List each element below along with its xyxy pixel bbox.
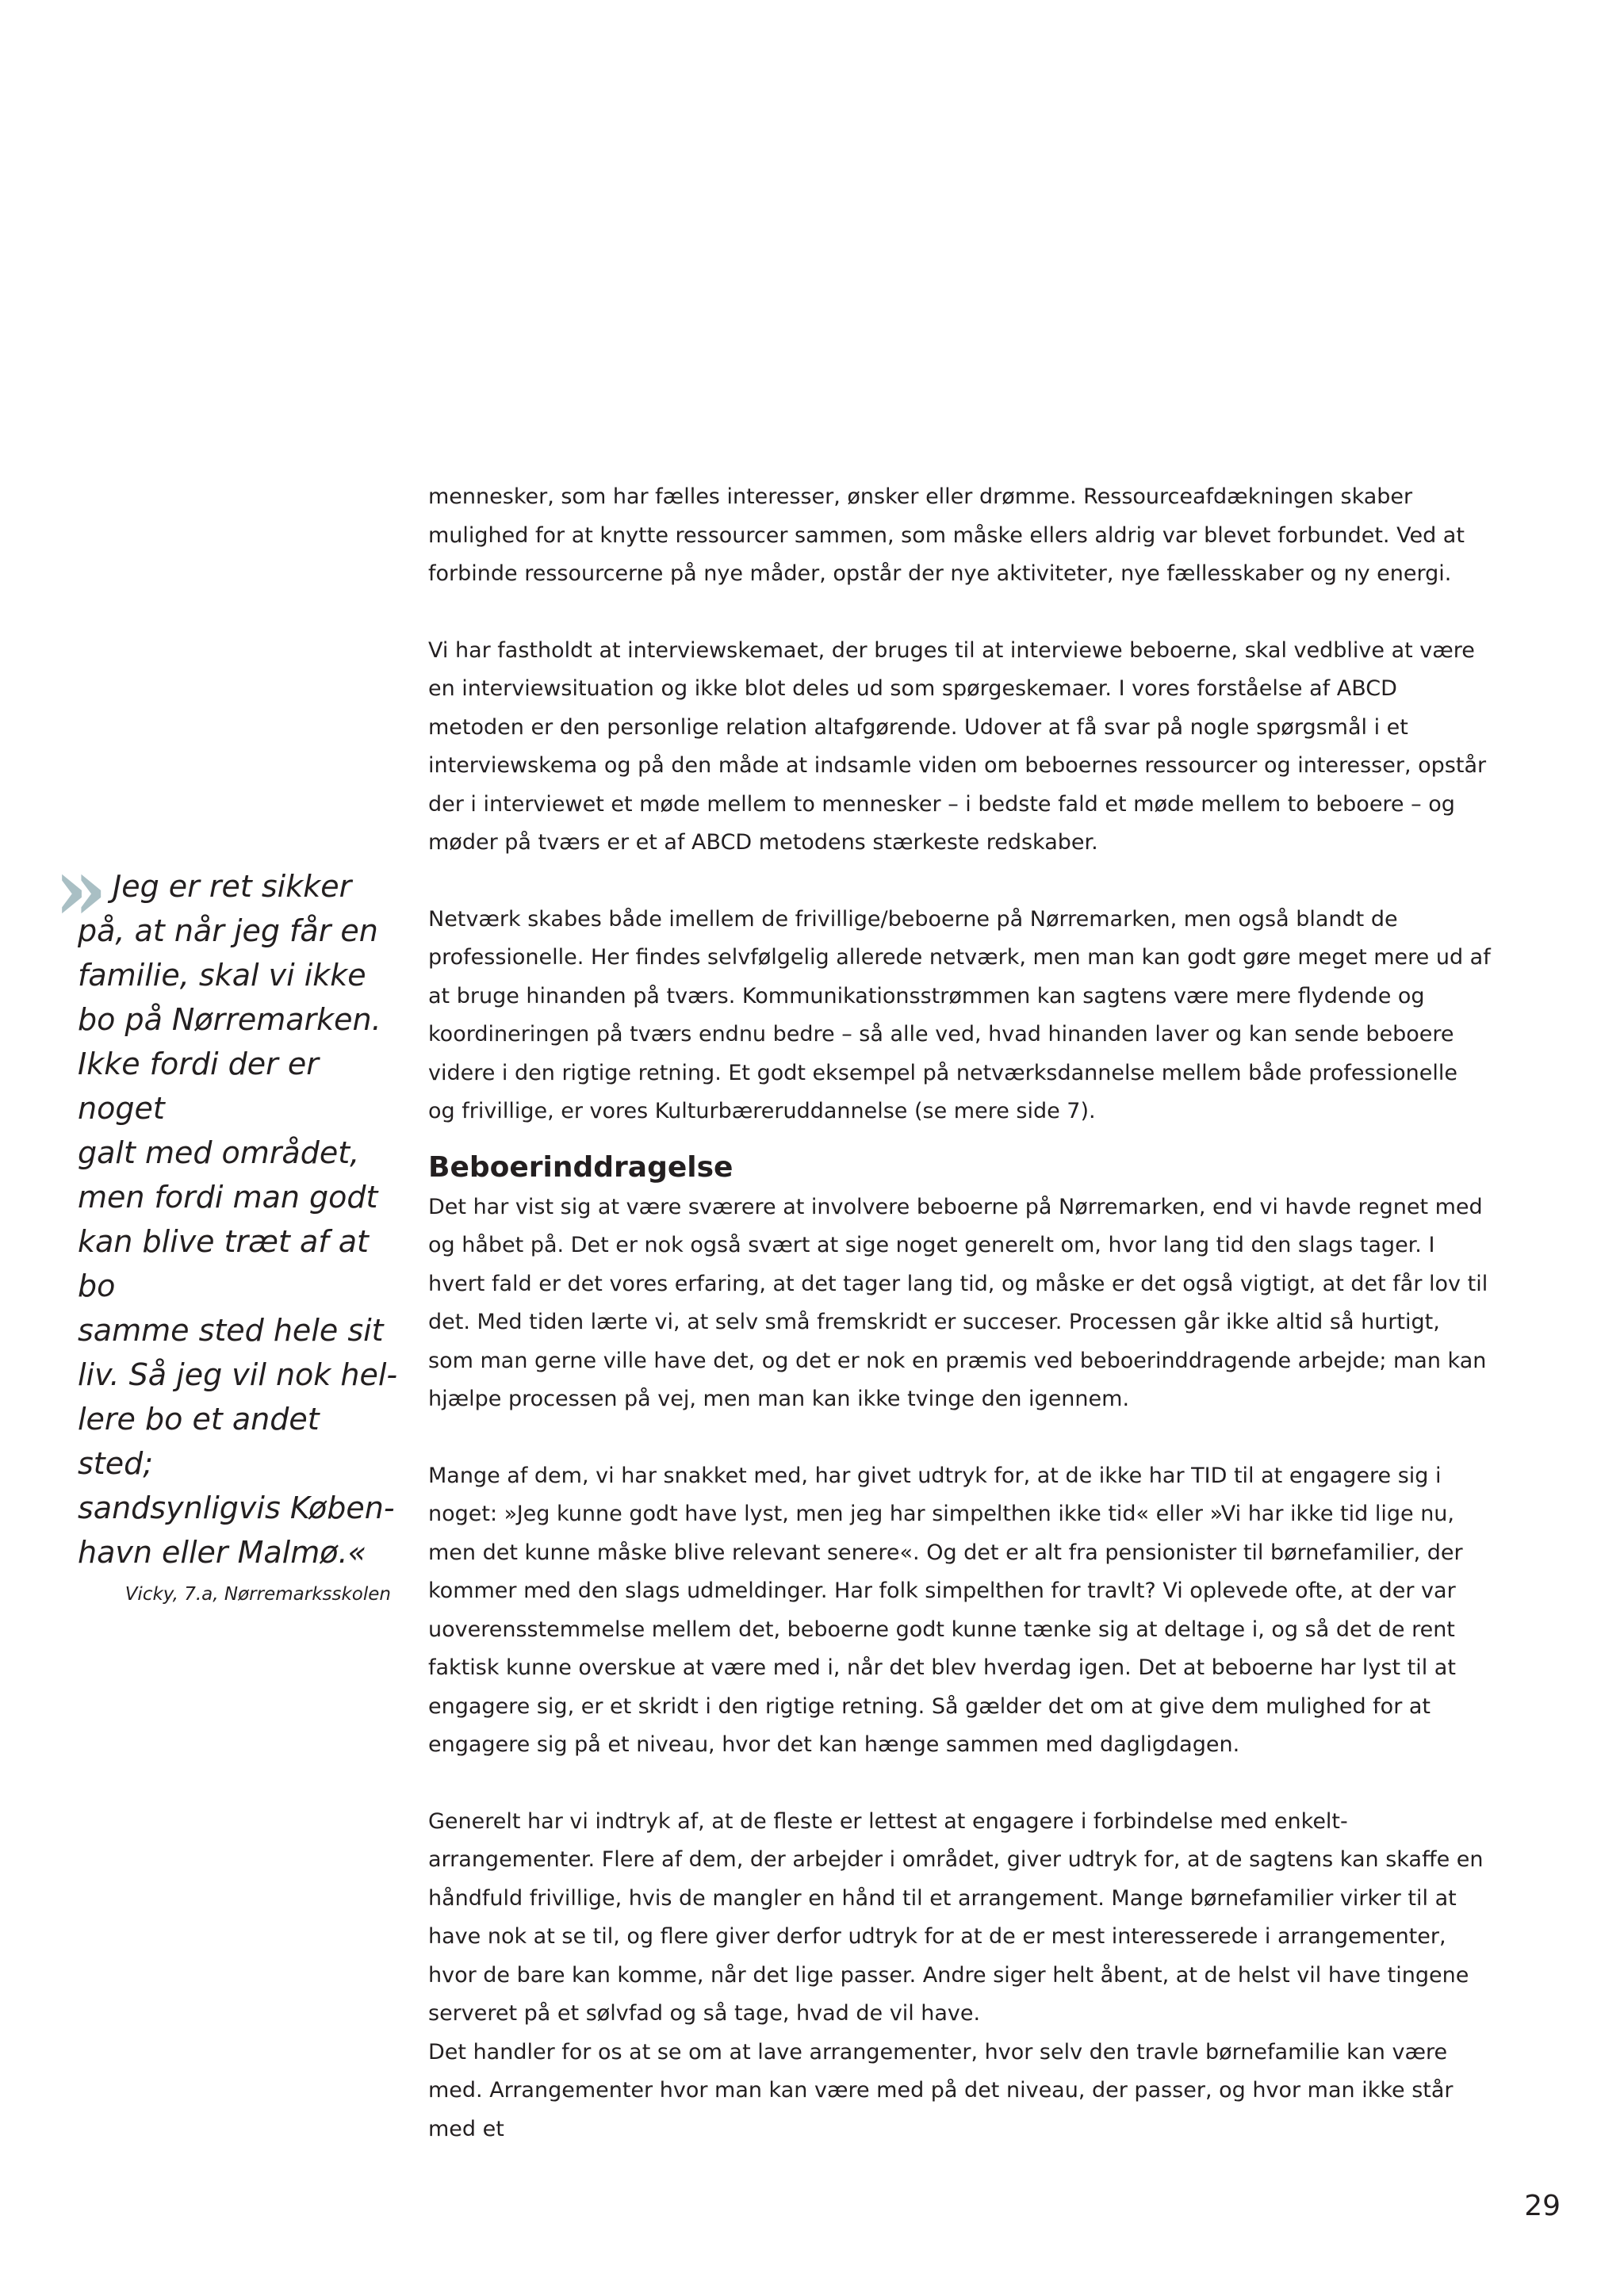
quote-line: samme sted hele sit (78, 1313, 384, 1348)
paragraph-network: Netværk skabes både imellem de frivillige/beboerne på Nørremarken, men også blandt de professionelle. Her findes selvfølgelig allerede netværk, men man kan godt gøre meget mere ud af at bruge hinanden på tværs. Kommunikationsstrømmen kan sagtens være mere flydende og koordineringen på tværs endnu bedre – så alle ved, hvad hinanden laver og kan sende beboere videre i den rigtige retning. Et godt eksempel på netværksdannelse mellem både professionelle og frivillige, er vores Kulturbæreruddannelse (se mere side 7). (428, 906, 1491, 1123)
paragraph-involvement: Det har vist sig at være sværere at involvere beboerne på Nørremarken, end vi havde regnet med og håbet på. Det er nok også svært at sige noget generelt om, hvor lang tid den slags tager. I hvert fald er det vores erfaring, at det tager lang tid, og måske er det også vigtigt, at det får lov til det. Med tiden lærte vi, at selv små fremskridt er succeser. Processen går ikke altid så hurtigt, som man gerne ville have det, og det er nok en præmis ved beboerinddragende arbejde; man kan hjælpe processen på vej, men man kan ikke tvinge den igennem. (428, 1194, 1488, 1411)
quote-line: på, at når jeg får en (78, 913, 378, 948)
paragraph-time: Mange af dem, vi har snakket med, har givet udtryk for, at de ikke har TID til at engagere sig i noget: »Jeg kunne godt have lyst, men jeg har simpelthen ikke tid« eller »Vi har ikke tid lige nu, men det kunne måske blive relevant senere«. Og det er alt fra pensionister til børnefamilier, der kommer med den slags udmeldinger. Har folk simpelthen for travlt? Vi oplevede ofte, at der var uoverensstemmelse mellem det, beboerne godt kunne tænke sig at deltage i, og så det de rent faktisk kunne overskue at være med i, når det blev hverdag igen. Det at beboerne har lyst til at engagere sig, er et skridt i den rigtige retning. Så gælder det om at give dem mulighed for at engagere sig på et niveau, hvor det kan hænge sammen med dagligdagen. (428, 1463, 1463, 1757)
pull-quote (54, 840, 403, 1605)
quote-source: Vicky, 7.a, Nørremarksskolen (124, 1584, 391, 1605)
section-heading: Beboerinddragelse (428, 1150, 733, 1184)
quote-line: Jeg er ret sikker (113, 869, 352, 904)
quote-line: havn eller Malmø.« (78, 1535, 367, 1570)
quote-mark-icon: » (54, 840, 108, 939)
quote-text (54, 864, 403, 1575)
quote-line: lere bo et andet sted; (78, 1402, 320, 1481)
paragraph-arrangements: Det handler for os at se om at lave arrangementer, hvor selv den travle børnefamilie kan være med. Arrangementer hvor man kan være med på det niveau, der passer, og hvor man ikke står med et (428, 2039, 1454, 2141)
paragraph-resources: mennesker, som har fælles interesser, ønsker eller drømme. Ressourceafdækningen skaber mulighed for at knytte ressourcer sammen, som måske ellers aldrig var blevet forbundet. Ved at forbinde ressourcerne på nye måder, opstår der nye aktiviteter, nye fællesskaber og ny energi. (428, 484, 1465, 586)
quote-line: Ikke fordi der er noget (78, 1047, 319, 1126)
quote-line: sandsynligvis Køben- (78, 1490, 395, 1525)
quote-line: liv. Så jeg vil nok hel- (78, 1357, 398, 1392)
quote-line: galt med området, (78, 1135, 360, 1170)
quote-line: kan blive træt af at bo (78, 1224, 369, 1303)
paragraph-events: Generelt har vi indtryk af, at de fleste er lettest at engagere i forbindelse med enkelt-arrangementer. Flere af dem, der arbejder i området, giver udtryk for, at de sagtens kan skaffe en håndfuld frivillige, hvis de mangler en hånd til et arrangement. Mange børnefamilier virker til at have nok at se til, og flere giver derfor udtryk for at de er mest interesserede i arrangementer, hvor de bare kan komme, når det lige passer. Andre siger helt åbent, at de helst vil have tingene serveret på et sølvfad og så tage, hvad de vil have. (428, 1808, 1484, 2026)
quote-line: familie, skal vi ikke (78, 958, 366, 993)
paragraph-interview: Vi har fastholdt at interviewskemaet, der bruges til at interviewe beboerne, skal vedblive at være en interviewsituation og ikke blot deles ud som spørgeskemaer. I vores forståelse af ABCD metoden er den personlige relation altafgørende. Udover at få svar på nogle spørgsmål i et interviewskema og på den måde at indsamle viden om beboernes ressourcer og interesser, opstår der i interviewet et møde mellem to mennesker – i bedste fald et møde mellem to beboere – og møder på tværs er et af ABCD metodens stærkeste redskaber. (428, 637, 1487, 855)
quote-line: bo på Nørremarken. (78, 1002, 381, 1037)
main-text-column (428, 478, 1491, 2149)
page-number: 29 (1524, 2190, 1561, 2222)
quote-line: men fordi man godt (78, 1180, 378, 1215)
